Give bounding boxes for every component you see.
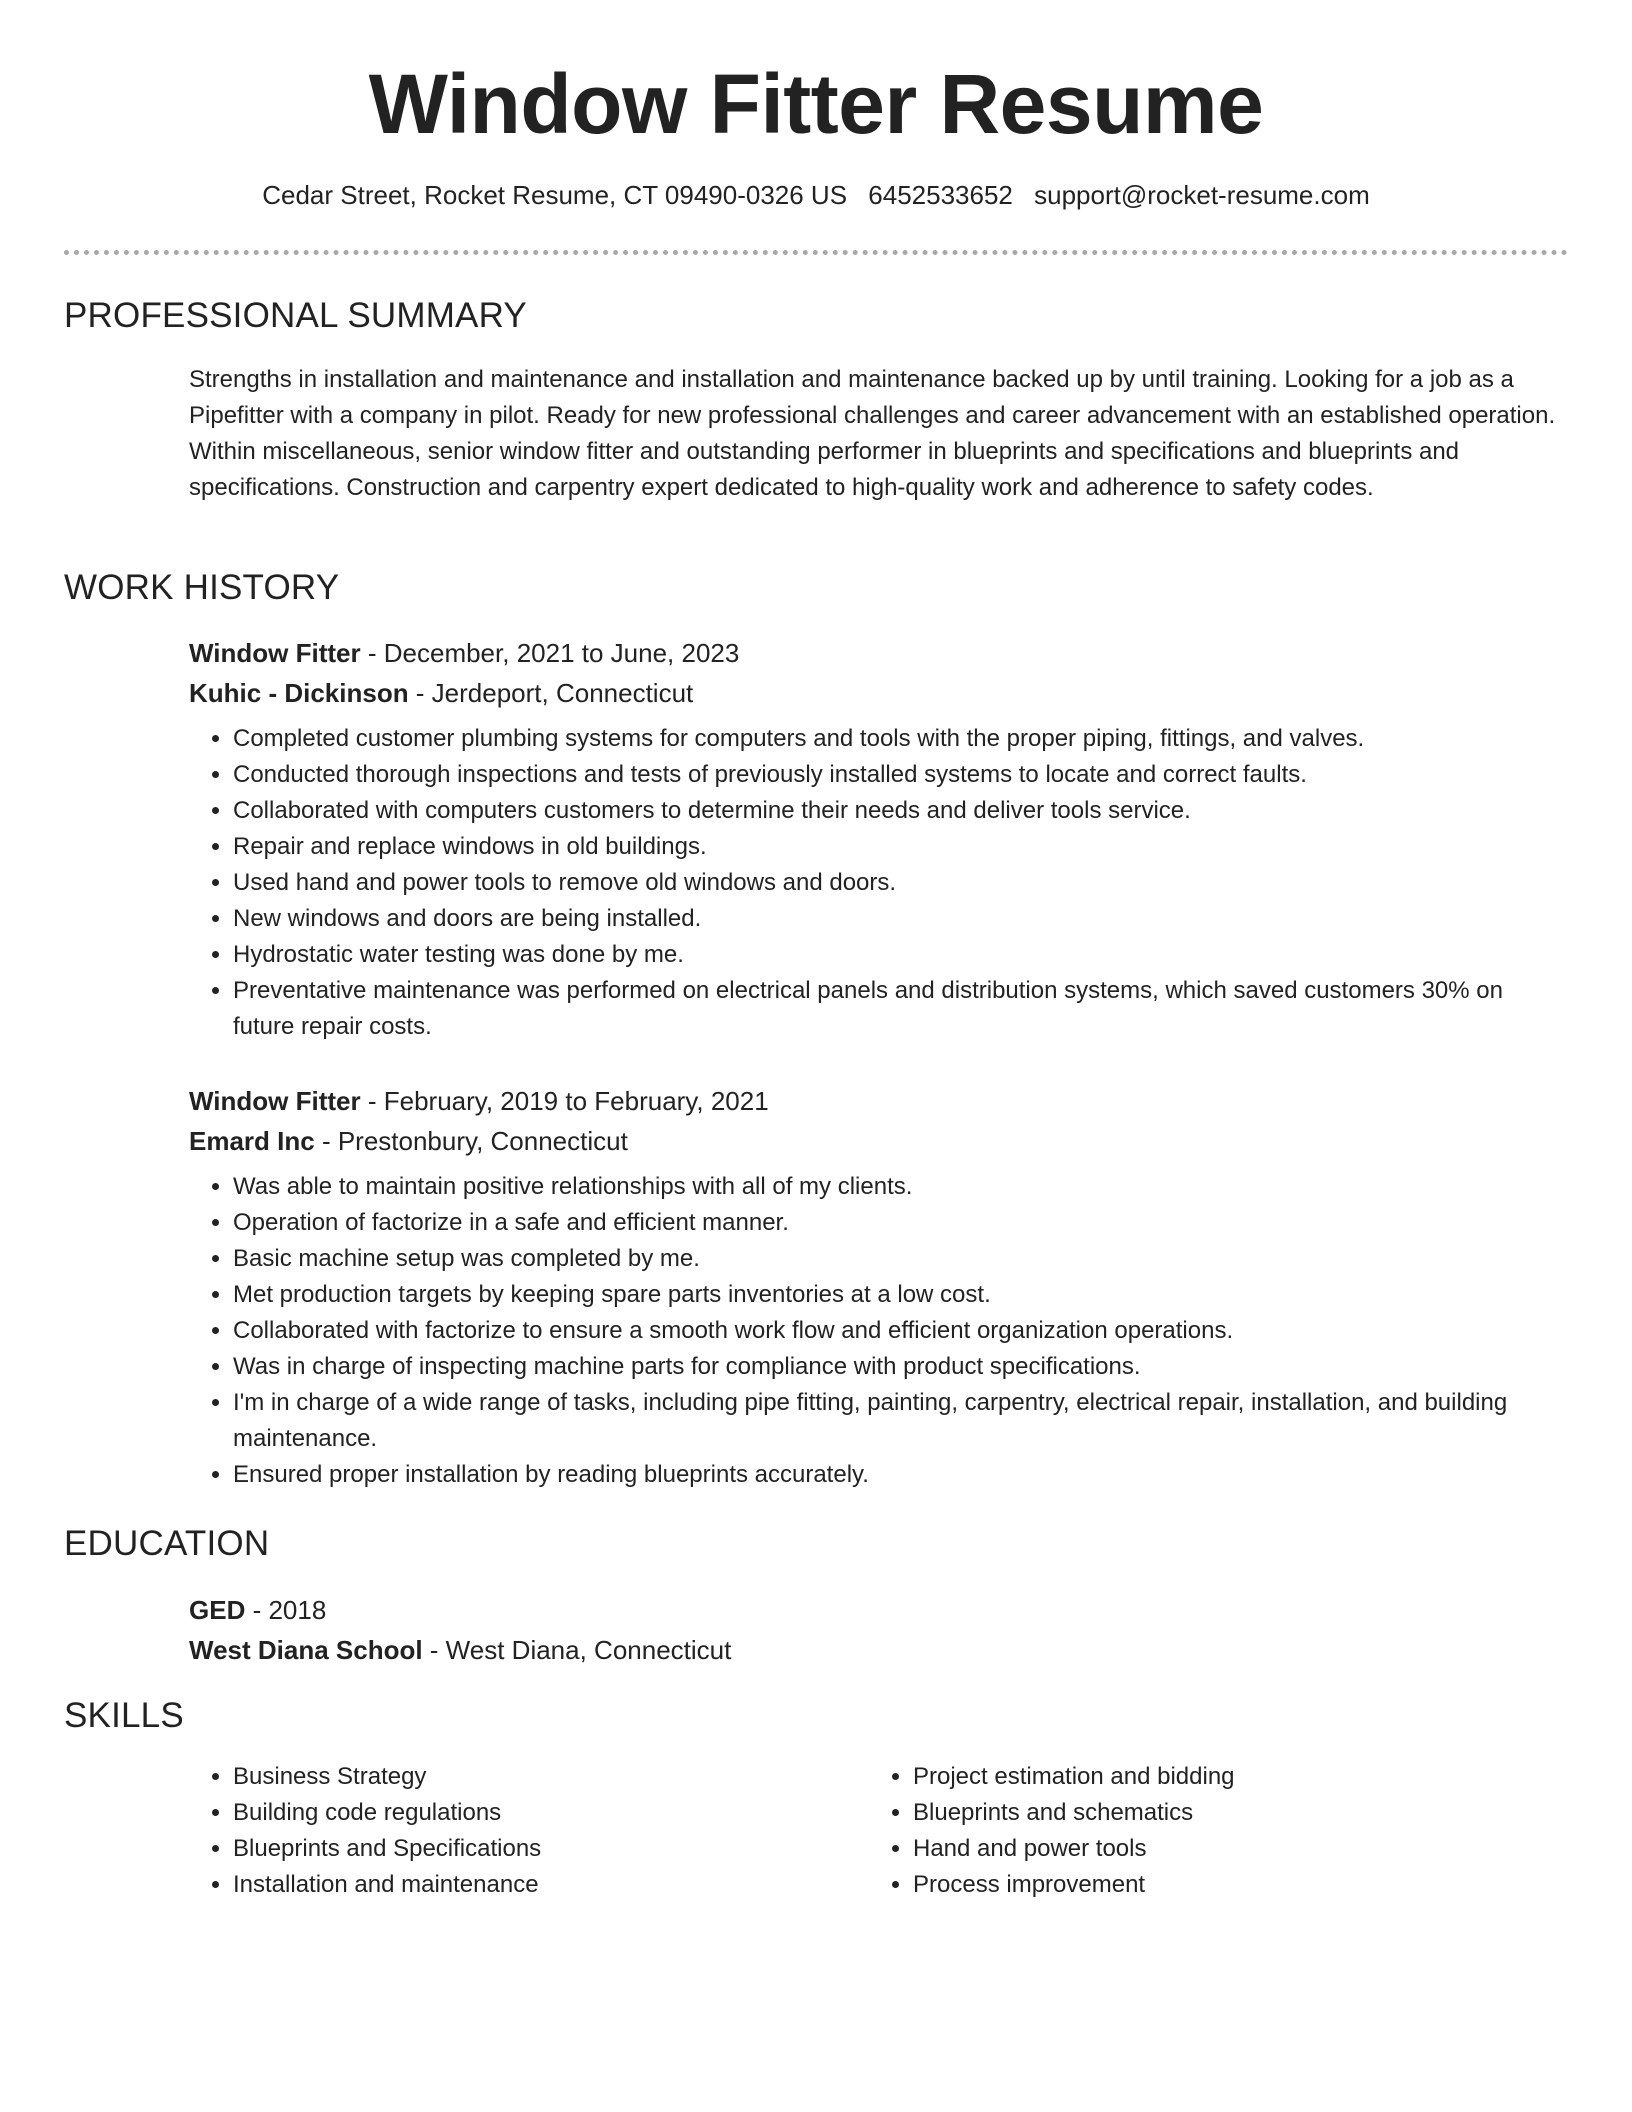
- list-item: • Blueprints and schematics: [913, 1795, 1549, 1831]
- degree-year: - 2018: [245, 1595, 327, 1625]
- list-item: • Was able to maintain positive relationships with all of my clients.: [233, 1169, 1569, 1205]
- resume-title: Window Fitter Resume: [368, 57, 1264, 151]
- list-item: • Building code regulations: [233, 1795, 869, 1831]
- school-location: - West Diana, Connecticut: [422, 1635, 732, 1665]
- list-item: • Operation of factorize in a safe and efficient manner.: [233, 1205, 1569, 1241]
- summary-text: Strengths in installation and maintenance and installation and maintenance backed up by until training. Looking for a job as a Pipefitter with a company in pilot. Ready for new professional challenges and career advancement with an established operation. Within miscellaneous, senior window fitter and outstanding performer in blueprints and specifications and blueprints and specifications. Construction and carpentry expert dedicated to high-quality work and adherence to safety codes.: [189, 366, 1556, 501]
- job-title: Window Fitter: [189, 638, 361, 668]
- contact-line: [0, 180, 1632, 211]
- skills-list: [189, 1759, 1569, 1903]
- list-item: • Used hand and power tools to remove old windows and doors.: [233, 865, 1569, 901]
- school-line: [189, 1630, 1569, 1670]
- job-location: - Jerdeport, Connecticut: [408, 678, 694, 708]
- job-company-line: [189, 673, 1569, 713]
- list-item: • Business Strategy: [233, 1759, 869, 1795]
- job-company-line: [189, 1121, 1569, 1161]
- job-location: - Prestonbury, Connecticut: [314, 1126, 628, 1156]
- summary-heading: PROFESSIONAL SUMMARY: [64, 296, 527, 335]
- skills-heading: SKILLS: [64, 1696, 184, 1735]
- contact-address: Cedar Street, Rocket Resume, CT 09490-0326 US: [262, 180, 848, 210]
- list-item: • Installation and maintenance: [233, 1867, 869, 1903]
- list-item: • Ensured proper installation by reading blueprints accurately.: [233, 1457, 1569, 1493]
- education-heading: EDUCATION: [64, 1524, 270, 1563]
- job-company: Kuhic - Dickinson: [189, 678, 409, 708]
- list-item: • Collaborated with factorize to ensure a smooth work flow and efficient organization operations.: [233, 1313, 1569, 1349]
- job-entry: [189, 633, 1569, 1045]
- school-name: West Diana School: [189, 1635, 423, 1665]
- list-item: • Conducted thorough inspections and tests of previously installed systems to locate and correct faults.: [233, 757, 1569, 793]
- list-item: • Hydrostatic water testing was done by me.: [233, 937, 1569, 973]
- job-dates: - December, 2021 to June, 2023: [360, 638, 740, 668]
- list-item: • Preventative maintenance was performed on electrical panels and distribution systems, which saved customers 30% on future repair costs.: [233, 973, 1569, 1045]
- job-duties-list: [189, 1169, 1569, 1493]
- job-company: Emard Inc: [189, 1126, 315, 1156]
- skills-column-right: [869, 1759, 1549, 1903]
- list-item: • Process improvement: [913, 1867, 1549, 1903]
- list-item: • I'm in charge of a wide range of tasks, including pipe fitting, painting, carpentry, electrical repair, installation, and building maintenance.: [233, 1385, 1569, 1457]
- contact-email: support@rocket-resume.com: [1034, 180, 1370, 210]
- list-item: • Collaborated with computers customers to determine their needs and deliver tools service.: [233, 793, 1569, 829]
- job-dates: - February, 2019 to February, 2021: [360, 1086, 769, 1116]
- summary-block: [189, 362, 1569, 506]
- degree: GED: [189, 1595, 246, 1625]
- list-item: • Basic machine setup was completed by me.: [233, 1241, 1569, 1277]
- degree-line: [189, 1590, 1569, 1630]
- contact-phone: 6452533652: [868, 180, 1013, 210]
- list-item: • New windows and doors are being installed.: [233, 901, 1569, 937]
- work-history-heading: WORK HISTORY: [64, 568, 340, 607]
- list-item: • Was in charge of inspecting machine parts for compliance with product specifications.: [233, 1349, 1569, 1385]
- list-item: • Hand and power tools: [913, 1831, 1549, 1867]
- list-item: • Blueprints and Specifications: [233, 1831, 869, 1867]
- header-divider: [64, 250, 1568, 255]
- skills-column-left: [189, 1759, 869, 1903]
- list-item: • Repair and replace windows in old buildings.: [233, 829, 1569, 865]
- job-entry: [189, 1081, 1569, 1493]
- list-item: • Completed customer plumbing systems for computers and tools with the proper piping, fittings, and valves.: [233, 721, 1569, 757]
- job-title-line: [189, 633, 1569, 673]
- education-entry: [189, 1590, 1569, 1670]
- list-item: • Project estimation and bidding: [913, 1759, 1549, 1795]
- job-duties-list: [189, 721, 1569, 1045]
- job-title-line: [189, 1081, 1569, 1121]
- job-title: Window Fitter: [189, 1086, 361, 1116]
- list-item: • Met production targets by keeping spare parts inventories at a low cost.: [233, 1277, 1569, 1313]
